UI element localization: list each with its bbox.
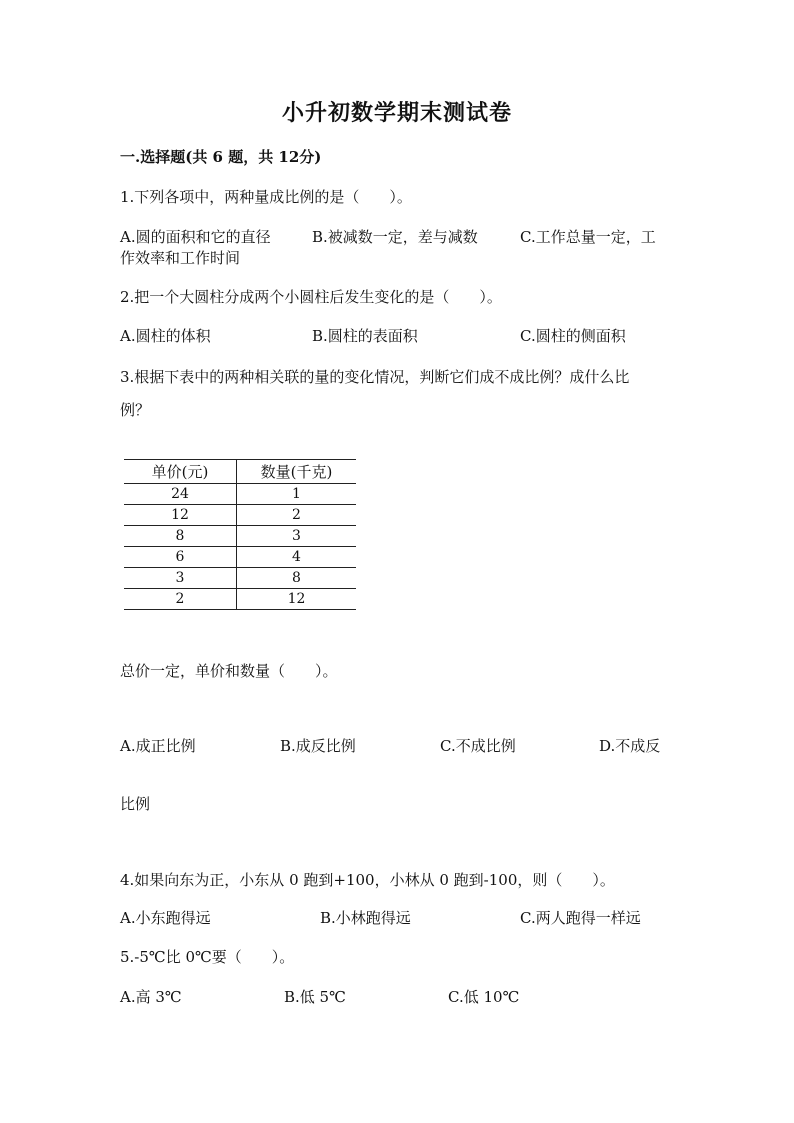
table-header-row [124, 460, 356, 484]
table-cell-quantity: 1 [237, 484, 357, 505]
price-quantity-table [124, 459, 356, 610]
section-heading: 一.选择题(共 6 题，共 12分) [120, 148, 322, 166]
question-2-stem: 2.把一个大圆柱分成两个小圆柱后发生变化的是（ ）。 [120, 288, 502, 306]
question-3-option-a: A.成正比例 [120, 737, 196, 755]
question-3-option-d-continued: 比例 [120, 795, 151, 813]
question-5-stem: 5.-5℃比 0℃要（ ）。 [120, 948, 295, 966]
question-3-option-b: B.成反比例 [280, 737, 356, 755]
question-3-sub-stem: 总价一定，单价和数量（ ）。 [120, 662, 338, 680]
question-2-option-c: C.圆柱的侧面积 [520, 327, 626, 345]
table-row [124, 547, 356, 568]
table-cell-quantity: 3 [237, 526, 357, 547]
table-header-quantity: 数量(千克) [237, 460, 357, 484]
question-4-option-c: C.两人跑得一样远 [520, 909, 641, 927]
table-row [124, 526, 356, 547]
table-row [124, 505, 356, 526]
question-4-option-b: B.小林跑得远 [320, 909, 411, 927]
question-2-option-a: A.圆柱的体积 [120, 327, 211, 345]
table-row [124, 589, 356, 610]
table-cell-unit-price: 24 [124, 484, 237, 505]
question-1-option-a: A.圆的面积和它的直径 [120, 228, 271, 246]
table-cell-quantity: 2 [237, 505, 357, 526]
table-row [124, 484, 356, 505]
table-cell-unit-price: 6 [124, 547, 237, 568]
page-title: 小升初数学期末测试卷 [281, 100, 512, 126]
question-2-option-b: B.圆柱的表面积 [312, 327, 418, 345]
question-1-option-b: B.被减数一定，差与减数 [312, 228, 478, 246]
table-cell-unit-price: 8 [124, 526, 237, 547]
question-4-option-a: A.小东跑得远 [120, 909, 211, 927]
table-cell-unit-price: 3 [124, 568, 237, 589]
question-3-option-c: C.不成比例 [440, 737, 516, 755]
question-5-option-c: C.低 10℃ [448, 988, 520, 1006]
table-cell-quantity: 4 [237, 547, 357, 568]
table-cell-unit-price: 12 [124, 505, 237, 526]
question-1-option-c-continued: 作效率和工作时间 [120, 249, 241, 267]
question-3-stem-line-1: 3.根据下表中的两种相关联的量的变化情况，判断它们成不成比例？成什么比 [120, 368, 630, 386]
question-5-option-b: B.低 5℃ [284, 988, 346, 1006]
question-4-stem: 4.如果向东为正，小东从 0 跑到+100，小林从 0 跑到-100，则（ ）。 [120, 871, 615, 889]
question-1-option-c: C.工作总量一定，工 [520, 228, 656, 246]
table-cell-quantity: 12 [237, 589, 357, 610]
table-row [124, 568, 356, 589]
question-1-stem: 1.下列各项中，两种量成比例的是（ ）。 [120, 188, 412, 206]
question-3-stem-line-2: 例？ [120, 401, 151, 419]
table-cell-unit-price: 2 [124, 589, 237, 610]
question-3-option-d: D.不成反 [599, 737, 661, 755]
question-5-option-a: A.高 3℃ [120, 988, 182, 1006]
table-header-unit-price: 单价(元) [124, 460, 237, 484]
table-cell-quantity: 8 [237, 568, 357, 589]
